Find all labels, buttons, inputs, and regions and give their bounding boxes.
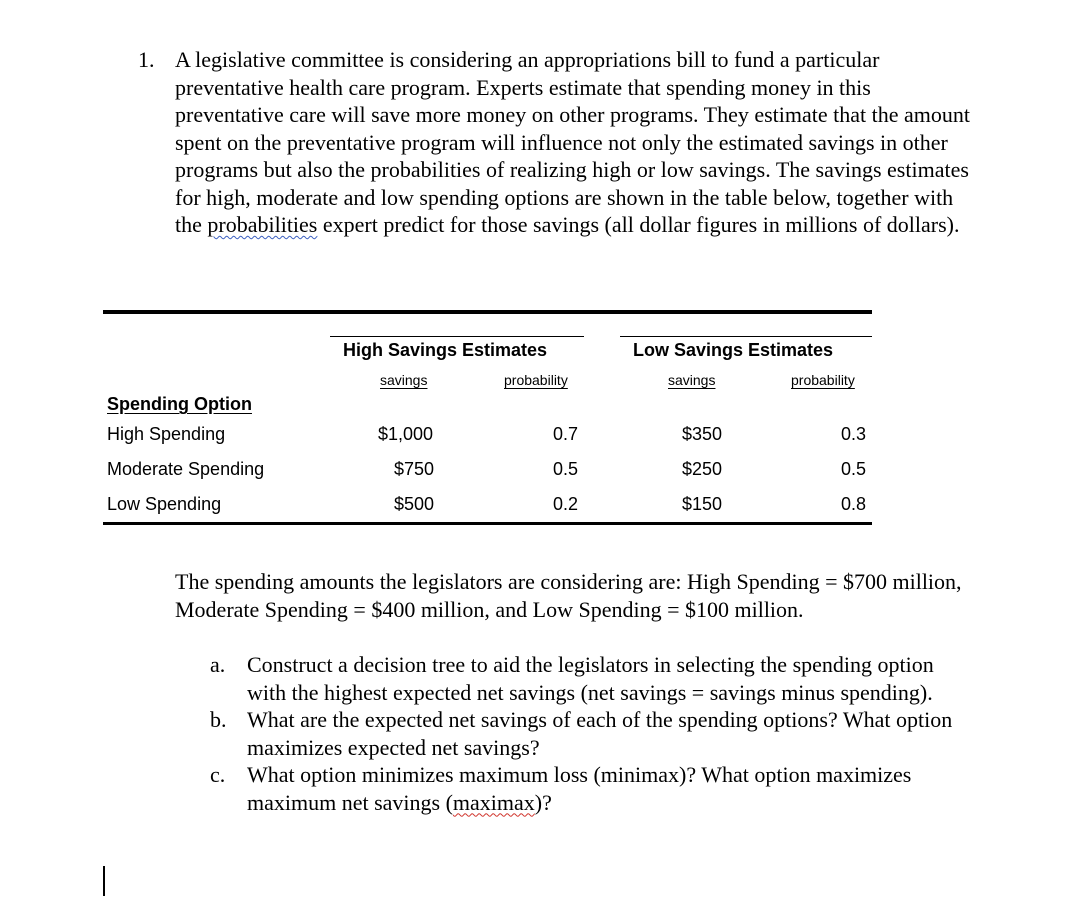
question-b-letter: b. [210, 707, 227, 732]
question-a [210, 651, 970, 706]
high-savings-header: High Savings Estimates [343, 340, 548, 360]
question-b [210, 706, 970, 761]
low-savings-header: Low Savings Estimates [633, 340, 834, 360]
question-list [210, 651, 970, 816]
low-group-rule [620, 336, 872, 337]
cell-high-high-savings: $1,000 [378, 424, 434, 444]
cell-high-high-prob: 0.7 [553, 424, 579, 444]
cell-low-high-savings: $500 [394, 494, 435, 514]
text-cursor [103, 866, 105, 896]
row-label-high: High Spending [107, 424, 226, 444]
question-c [210, 761, 970, 816]
question-c-text-2: )? [534, 789, 552, 815]
table-bottom-rule [103, 522, 872, 525]
high-savings-subheader: savings [380, 372, 428, 388]
cell-moderate-low-savings: $250 [682, 459, 723, 479]
intro-flagged-word: probabilities [207, 212, 318, 237]
table-top-rule [103, 310, 872, 314]
cell-moderate-high-prob: 0.5 [553, 459, 579, 479]
cell-moderate-high-savings: $750 [394, 459, 435, 479]
spending-option-header: Spending Option [107, 394, 252, 414]
intro-text-2: expert predict for those savings (all dollar figures in millions of dollars). [317, 212, 960, 237]
cell-moderate-low-prob: 0.5 [841, 459, 867, 479]
intro-text-1: A legislative committee is considering an appropriations bill to fund a particular preventative health care program. Experts estimate that spending money in this preventative care will save more money on other programs. They estimate that the amount spent on the preventative program will influence not only the estimated savings in other programs but also the probabilities of realizing high or low savings. The savings estimates for high, moderate and low spending options are shown in the table below, together with the [175, 47, 970, 237]
cell-low-low-prob: 0.8 [841, 494, 867, 514]
question-a-letter: a. [210, 652, 226, 677]
low-savings-subheader: savings [668, 372, 716, 388]
question-c-flagged-word: maximax [452, 789, 535, 815]
question-c-text-1: What option minimizes maximum loss (minimax)? What option maximizes maximum net savings ( [247, 762, 912, 815]
row-label-moderate: Moderate Spending [107, 459, 265, 479]
problem-number: 1. [138, 47, 155, 72]
cell-high-low-prob: 0.3 [841, 424, 867, 444]
high-probability-subheader: probability [504, 372, 568, 388]
cell-low-low-savings: $150 [682, 494, 723, 514]
cell-high-low-savings: $350 [682, 424, 723, 444]
question-a-text: Construct a decision tree to aid the legislators in selecting the spending option with the highest expected net savings (net savings = savings minus spending). [247, 652, 934, 705]
high-group-rule [330, 336, 584, 337]
question-b-text: What are the expected net savings of each of the spending options? What option maximizes expected net savings? [247, 707, 953, 760]
cell-low-high-prob: 0.2 [553, 494, 579, 514]
low-probability-subheader: probability [791, 372, 855, 388]
question-c-letter: c. [210, 762, 226, 787]
spending-amounts-text: The spending amounts the legislators are considering are: High Spending = $700 million, Moderate Spending = $400 million, and Low Spending = $100 million. [175, 569, 962, 622]
row-label-low: Low Spending [107, 494, 222, 514]
